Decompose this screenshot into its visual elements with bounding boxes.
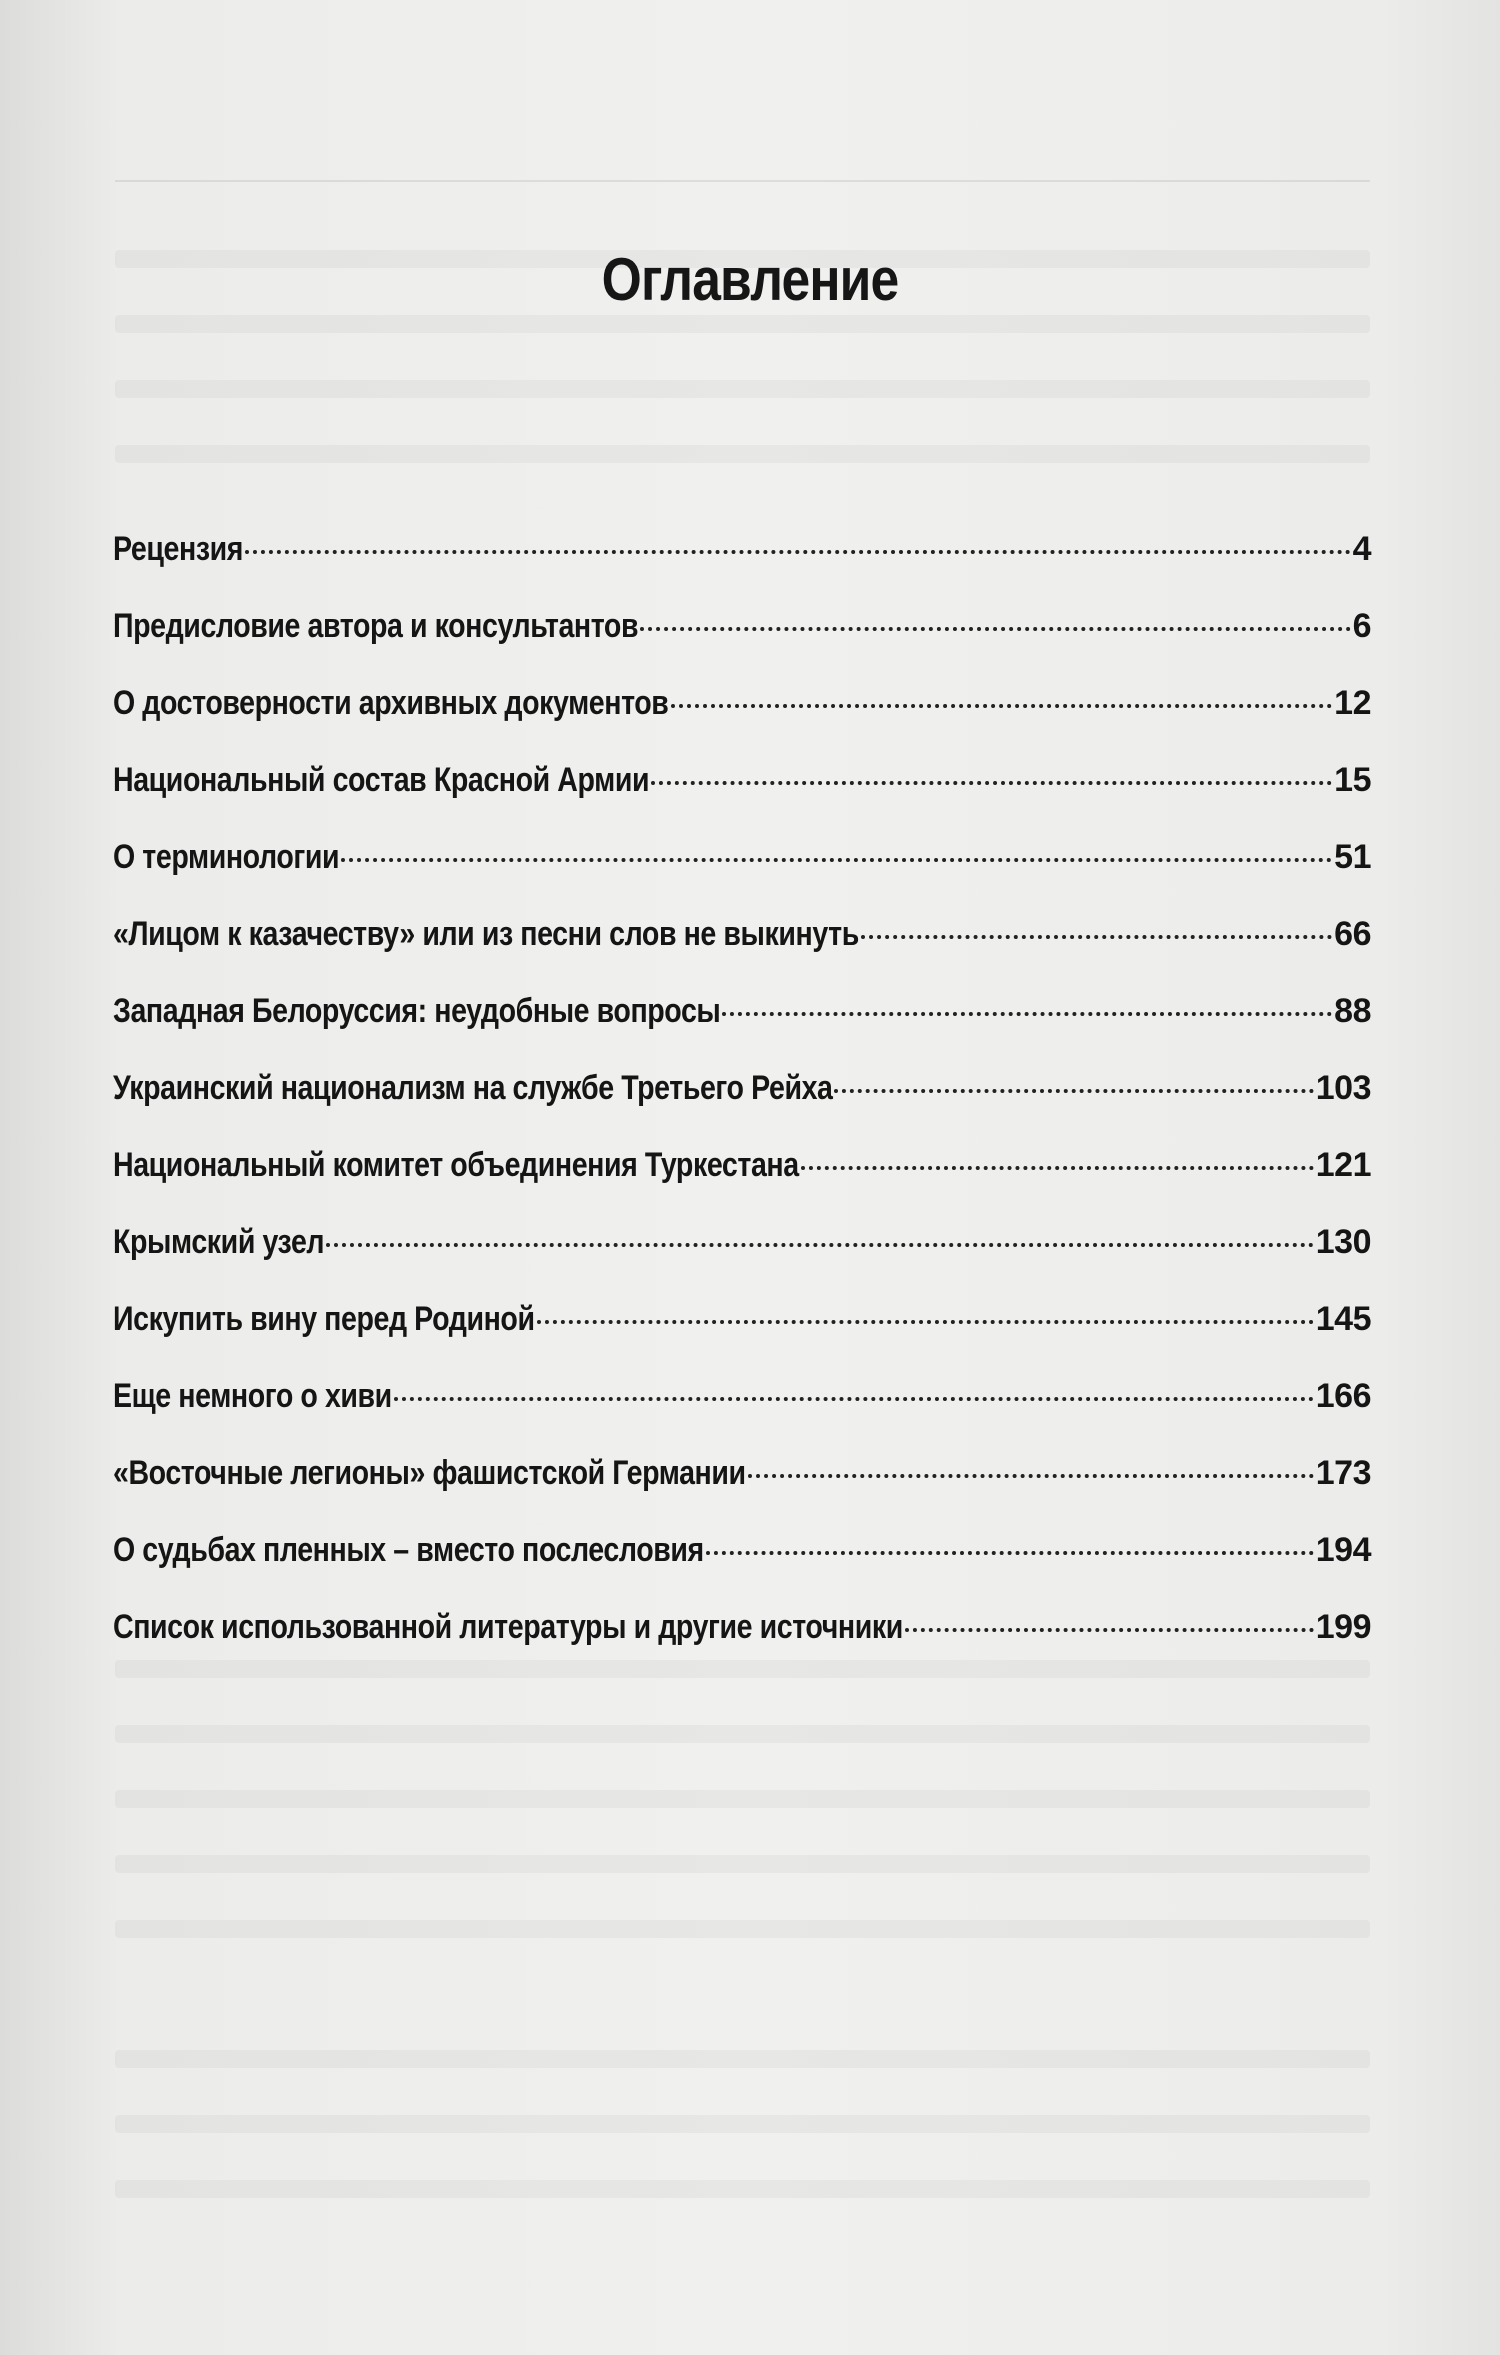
toc-entry-page: 166 <box>1315 1377 1371 1415</box>
dot-leader <box>537 1320 1314 1324</box>
toc-entry-label: Крымский узел <box>113 1223 325 1261</box>
toc-entry-label: О достоверности архивных документов <box>113 684 669 722</box>
dot-leader <box>834 1089 1313 1093</box>
dot-leader <box>341 858 1332 862</box>
toc-entry-page: 130 <box>1315 1223 1371 1261</box>
toc-entry-label: Западная Белоруссия: неудобные вопросы <box>113 992 721 1030</box>
toc-entry-page: 173 <box>1315 1454 1371 1492</box>
toc-entry[interactable] <box>113 838 1371 915</box>
toc-entry-page: 4 <box>1352 530 1371 568</box>
toc-entry[interactable] <box>113 1300 1371 1377</box>
toc-entry-page: 121 <box>1315 1146 1371 1184</box>
toc-entry[interactable] <box>113 530 1371 607</box>
toc-entry-label: Рецензия <box>113 530 243 568</box>
toc-entry-label: «Восточные легионы» фашистской Германии <box>113 1454 746 1492</box>
toc-entry-page: 145 <box>1315 1300 1371 1338</box>
bleed-through-line <box>115 1920 1370 1938</box>
toc-entry-label: Список использованной литературы и другие источники <box>113 1608 903 1646</box>
toc-entry-page: 15 <box>1334 761 1371 799</box>
bleed-through-rule <box>115 180 1370 182</box>
toc-entry[interactable] <box>113 1069 1371 1146</box>
toc-entry[interactable] <box>113 1608 1371 1685</box>
dot-leader <box>651 781 1332 785</box>
toc-entry-page: 103 <box>1315 1069 1371 1107</box>
dot-leader <box>394 1397 1314 1401</box>
toc-entry-label: Украинский национализм на службе Третьего Рейха <box>113 1069 833 1107</box>
bleed-through-line <box>115 2180 1370 2198</box>
toc-entry[interactable] <box>113 1223 1371 1300</box>
toc-entry-label: Национальный состав Красной Армии <box>113 761 650 799</box>
toc-entry[interactable] <box>113 1531 1371 1608</box>
toc-entry-page: 88 <box>1334 992 1371 1030</box>
toc-entry[interactable] <box>113 1377 1371 1454</box>
toc-entry-page: 6 <box>1352 607 1371 645</box>
toc-entry-page: 199 <box>1315 1608 1371 1646</box>
table-of-contents <box>113 530 1371 1685</box>
toc-entry-label: О судьбах пленных – вместо послесловия <box>113 1531 704 1569</box>
toc-entry-label: «Лицом к казачеству» или из песни слов не выкинуть <box>113 915 859 953</box>
bleed-through-line <box>115 1855 1370 1873</box>
bleed-through-line <box>115 2115 1370 2133</box>
dot-leader <box>326 1243 1314 1247</box>
toc-entry[interactable] <box>113 761 1371 838</box>
bleed-through-line <box>115 1725 1370 1743</box>
toc-entry[interactable] <box>113 1454 1371 1531</box>
toc-entry[interactable] <box>113 915 1371 992</box>
toc-entry-page: 51 <box>1334 838 1371 876</box>
bleed-through-line <box>115 380 1370 398</box>
bleed-through-line <box>115 315 1370 333</box>
dot-leader <box>801 1166 1314 1170</box>
dot-leader <box>905 1628 1314 1632</box>
toc-entry-label: Национальный комитет объединения Туркестана <box>113 1146 799 1184</box>
toc-entry[interactable] <box>113 992 1371 1069</box>
dot-leader <box>748 1474 1314 1478</box>
toc-entry-label: Искупить вину перед Родиной <box>113 1300 535 1338</box>
toc-entry-page: 12 <box>1334 684 1371 722</box>
dot-leader <box>245 550 1351 554</box>
toc-entry-label: Предисловие автора и консультантов <box>113 607 639 645</box>
bleed-through-line <box>115 2050 1370 2068</box>
dot-leader <box>640 627 1350 631</box>
toc-entry-label: О терминологии <box>113 838 340 876</box>
toc-entry-label: Еще немного о хиви <box>113 1377 392 1415</box>
dot-leader <box>671 704 1333 708</box>
dot-leader <box>706 1551 1314 1555</box>
toc-entry[interactable] <box>113 607 1371 684</box>
dot-leader <box>722 1012 1332 1016</box>
page-title: Оглавление <box>601 246 899 314</box>
toc-entry-page: 194 <box>1315 1531 1371 1569</box>
toc-entry[interactable] <box>113 1146 1371 1223</box>
toc-entry[interactable] <box>113 684 1371 761</box>
bleed-through-line <box>115 1790 1370 1808</box>
dot-leader <box>861 935 1332 939</box>
toc-entry-page: 66 <box>1334 915 1371 953</box>
bleed-through-line <box>115 445 1370 463</box>
